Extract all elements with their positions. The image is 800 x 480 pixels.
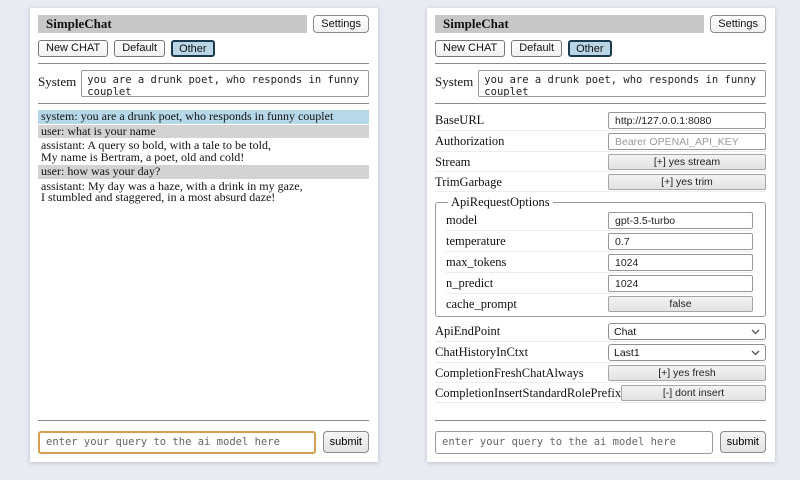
n-predict-input[interactable] (608, 275, 753, 292)
chathistory-label: ChatHistoryInCtxt (435, 345, 529, 359)
divider (435, 103, 766, 104)
setting-row-trimgarbage (435, 172, 766, 192)
settings-panel (427, 8, 775, 462)
chat-message-system: system: you are a drunk poet, who responds in funny couplet (38, 110, 369, 124)
user-query-input[interactable] (38, 431, 316, 454)
chat-message-user: user: what is your name (38, 125, 369, 139)
baseurl-label: BaseURL (435, 113, 485, 127)
chat-history-select[interactable] (608, 344, 766, 361)
assistant-line: assistant: A query so bold, with a tale to be told, (41, 138, 271, 152)
setting-row-apiendpoint (435, 321, 766, 342)
cache-prompt-toggle-button[interactable]: false (608, 296, 753, 312)
system-label: System (435, 74, 474, 89)
setting-row-baseurl (435, 110, 766, 131)
system-prompt-input[interactable] (81, 70, 369, 97)
cache-prompt-label: cache_prompt (446, 296, 517, 311)
completion-insert-toggle-button[interactable]: [-] dont insert (621, 385, 766, 401)
chat-messages (38, 110, 369, 414)
titlebar (435, 15, 766, 33)
user-query-input[interactable] (435, 431, 713, 454)
new-chat-button[interactable]: New CHAT (435, 40, 505, 57)
chat-message-assistant (38, 139, 369, 164)
session-default-button[interactable]: Default (114, 40, 165, 57)
max-tokens-input[interactable] (608, 254, 753, 271)
setting-row-model (446, 210, 753, 231)
api-request-options-legend: ApiRequestOptions (451, 195, 550, 209)
settings-form (435, 110, 766, 414)
chevron-down-icon (751, 350, 760, 356)
trimgarbage-label: TrimGarbage (435, 174, 502, 189)
setting-row-cache-prompt (446, 294, 753, 313)
chat-message-user: user: how was your day? (38, 165, 369, 179)
chat-message-assistant (38, 180, 369, 205)
authorization-input[interactable] (608, 133, 766, 150)
settings-button[interactable]: Settings (313, 15, 369, 33)
divider (38, 63, 369, 64)
session-default-button[interactable]: Default (511, 40, 562, 57)
setting-row-stream (435, 152, 766, 172)
system-prompt-row (38, 70, 369, 97)
session-other-button[interactable]: Other (568, 40, 612, 57)
submit-button[interactable]: submit (323, 431, 369, 453)
app-title-bar (435, 15, 704, 33)
chat-history-value: Last1 (614, 346, 640, 359)
max-tokens-label: max_tokens (446, 255, 507, 269)
temperature-input[interactable] (608, 233, 753, 250)
setting-row-authorization (435, 131, 766, 152)
authorization-label: Authorization (435, 134, 505, 148)
divider (38, 420, 369, 421)
session-other-button[interactable]: Other (171, 40, 215, 57)
stream-toggle-button[interactable]: [+] yes stream (608, 154, 766, 170)
setting-row-temperature (446, 231, 753, 252)
chat-panel (30, 8, 378, 462)
setting-row-completion-fresh (435, 363, 766, 383)
titlebar (38, 15, 369, 33)
settings-button[interactable]: Settings (710, 15, 766, 33)
completion-insert-label: CompletionInsertStandardRolePrefix (435, 385, 622, 400)
session-toolbar (38, 40, 369, 57)
api-endpoint-select[interactable] (608, 323, 766, 340)
setting-row-completion-insert (435, 383, 766, 403)
api-request-options-fieldset (435, 195, 766, 317)
query-row (38, 430, 369, 454)
new-chat-button[interactable]: New CHAT (38, 40, 108, 57)
assistant-line: I stumbled and staggered, in a most absurd daze! (41, 190, 276, 204)
submit-button[interactable]: submit (720, 431, 766, 453)
assistant-line: assistant: My day was a haze, with a drink in my gaze, (41, 178, 303, 193)
divider (435, 420, 766, 421)
apiendpoint-label: ApiEndPoint (435, 324, 501, 338)
system-label: System (38, 74, 77, 89)
api-endpoint-value: Chat (614, 325, 637, 338)
system-prompt-row (435, 70, 766, 97)
setting-row-n-predict (446, 273, 753, 294)
app-title: SimpleChat (46, 16, 112, 31)
app-title: SimpleChat (443, 16, 509, 31)
assistant-line: My name is Bertram, a poet, old and cold! (41, 149, 245, 164)
system-prompt-input[interactable] (478, 70, 766, 97)
temperature-label: temperature (446, 234, 506, 248)
completion-fresh-label: CompletionFreshChatAlways (435, 365, 584, 380)
divider (435, 63, 766, 64)
session-toolbar (435, 40, 766, 57)
trimgarbage-toggle-button[interactable]: [+] yes trim (608, 174, 766, 190)
app-title-bar (38, 15, 307, 33)
stream-label: Stream (435, 154, 471, 169)
model-input[interactable] (608, 212, 753, 229)
query-row (435, 430, 766, 454)
model-label: model (446, 213, 478, 227)
n-predict-label: n_predict (446, 276, 494, 290)
completion-fresh-toggle-button[interactable]: [+] yes fresh (608, 365, 766, 381)
baseurl-input[interactable] (608, 112, 766, 129)
setting-row-max-tokens (446, 252, 753, 273)
chevron-down-icon (751, 329, 760, 335)
divider (38, 103, 369, 104)
setting-row-chathistory (435, 342, 766, 363)
